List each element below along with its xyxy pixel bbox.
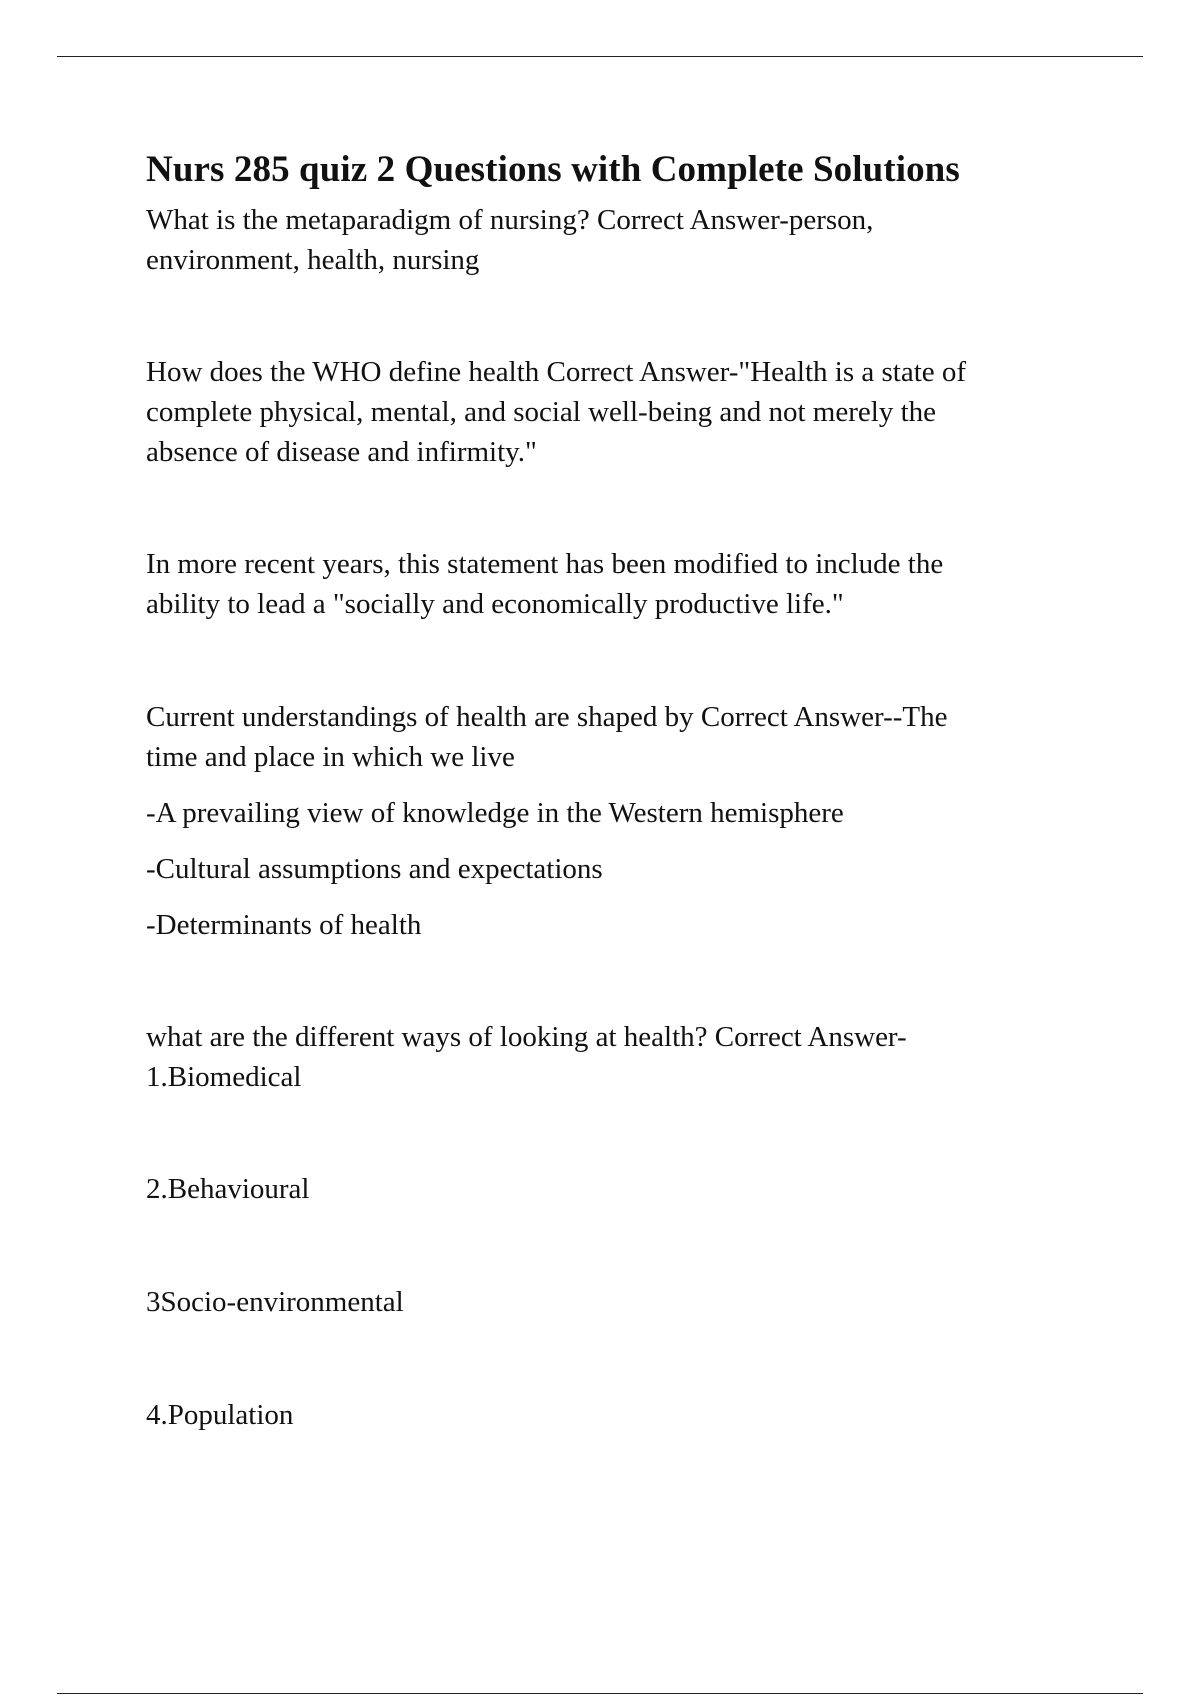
question-ways-of-looking [146,1017,1086,1435]
question-line: What is the metaparadigm of nursing? Correct Answer-person, [146,204,874,236]
question-line: Current understandings of health are shaped by Correct Answer--The [146,701,948,733]
document-body [146,140,1086,1435]
question-line: In more recent years, this statement has been modified to include the [146,548,944,580]
question-who-health [146,352,1086,472]
footer-rule [57,1693,1143,1694]
document-title: Nurs 285 quiz 2 Questions with Complete Solutions [146,149,960,190]
answer-item: 2.Behavioural [146,1173,310,1205]
question-current-understandings [146,697,1086,945]
answer-item: -Determinants of health [146,909,422,941]
question-line: environment, health, nursing [146,244,480,276]
question-who-followup [146,544,1086,624]
answer-item: 4.Population [146,1399,294,1431]
question-metaparadigm [146,200,1086,280]
answer-item: -A prevailing view of knowledge in the Western hemisphere [146,797,844,829]
question-line: 1.Biomedical [146,1061,302,1093]
question-line: complete physical, mental, and social well-being and not merely the [146,396,936,428]
header-rule [57,56,1143,57]
question-line: time and place in which we live [146,741,515,773]
question-line: How does the WHO define health Correct Answer-"Health is a state of [146,356,967,388]
question-line: absence of disease and infirmity." [146,436,537,468]
answer-item: 3Socio-environmental [146,1286,404,1318]
question-line: ability to lead a "socially and economically productive life." [146,588,844,620]
question-line: what are the different ways of looking at health? Correct Answer- [146,1021,907,1053]
answer-item: -Cultural assumptions and expectations [146,853,603,885]
